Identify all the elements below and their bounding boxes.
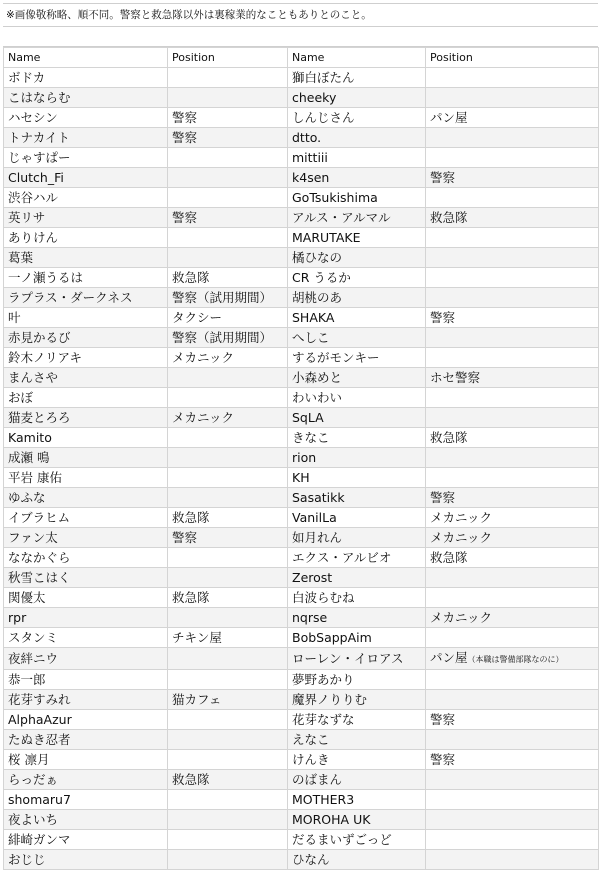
table-row [4,690,599,710]
name-left-cell: ななかぐら [4,548,168,568]
name-left-cell: まんさや [4,368,168,388]
position-right-cell [426,228,599,248]
table-row [4,670,599,690]
name-right-cell: BobSappAim [288,628,426,648]
name-right-cell: 如月れん [288,528,426,548]
name-left-cell: らっだぁ [4,770,168,790]
table-row [4,68,599,88]
name-left-cell: 赤見かるび [4,328,168,348]
name-left-cell: ゆふな [4,488,168,508]
table-row [4,448,599,468]
position-left-cell [168,248,288,268]
position-left-cell [168,810,288,830]
position-right-cell [426,328,599,348]
name-right-cell: 夢野あかり [288,670,426,690]
name-left-cell: おじじ [4,850,168,870]
position-right-cell: 警察 [426,308,599,328]
table-row [4,88,599,108]
position-right-cell: ホセ警察 [426,368,599,388]
table-row [4,608,599,628]
header-position-right: Position [426,48,599,68]
table-row [4,288,599,308]
position-left-cell [168,750,288,770]
position-left-cell: チキン屋 [168,628,288,648]
header-row [4,48,599,68]
position-right-cell: 救急隊 [426,548,599,568]
name-left-cell: 桜 凛月 [4,750,168,770]
name-right-cell: nqrse [288,608,426,628]
position-left-cell [168,608,288,628]
header-position-left: Position [168,48,288,68]
name-right-cell: 橘ひなの [288,248,426,268]
position-right-cell [426,730,599,750]
position-left-cell: 猫カフェ [168,690,288,710]
position-left-cell [168,850,288,870]
name-right-cell: Sasatikk [288,488,426,508]
position-left-cell: 救急隊 [168,268,288,288]
table-row [4,328,599,348]
position-left-cell: 警察 [168,528,288,548]
position-right-cell [426,88,599,108]
position-left-cell: 警察 [168,108,288,128]
position-right-cell: 救急隊 [426,428,599,448]
table-row [4,830,599,850]
name-left-cell: 夜よいち [4,810,168,830]
name-right-cell: 白波らむね [288,588,426,608]
position-right-cell [426,830,599,850]
name-left-cell: ハセシン [4,108,168,128]
table-row [4,850,599,870]
name-left-cell: 平岩 康佑 [4,468,168,488]
header-name-left: Name [4,48,168,68]
name-right-cell: CR うるか [288,268,426,288]
position-left-cell [168,568,288,588]
position-right-cell: メカニック [426,528,599,548]
position-right-cell: 警察 [426,750,599,770]
roster-table [3,47,599,870]
position-right-cell [426,128,599,148]
table-row [4,588,599,608]
table-row [4,568,599,588]
position-right-cell: 救急隊 [426,208,599,228]
name-right-cell: VanilLa [288,508,426,528]
name-right-cell: しんじさん [288,108,426,128]
position-left-cell [168,488,288,508]
name-right-cell: Zerost [288,568,426,588]
name-right-cell: アルス・アルマル [288,208,426,228]
position-right-cell [426,68,599,88]
name-right-cell: GoTsukishima [288,188,426,208]
note-text: ※画像敬称略、順不同。警察と救急隊以外は裏稼業的なこともありとのこと。 [3,3,598,27]
name-right-cell: SqLA [288,408,426,428]
table-row [4,208,599,228]
position-right-cell [426,690,599,710]
table-row [4,408,599,428]
position-left-cell [168,388,288,408]
table-row [4,488,599,508]
name-left-cell: 花芽すみれ [4,690,168,710]
name-right-cell: cheeky [288,88,426,108]
name-left-cell: 緋崎ガンマ [4,830,168,850]
position-right-cell [426,188,599,208]
position-right-cell [426,670,599,690]
name-left-cell: こはならむ [4,88,168,108]
position-left-cell [168,790,288,810]
name-right-cell: 小森めと [288,368,426,388]
position-right-cell: パン屋 [426,108,599,128]
name-right-cell: わいわい [288,388,426,408]
position-left-cell [168,68,288,88]
name-left-cell: ラプラス・ダークネス [4,288,168,308]
table-row [4,790,599,810]
position-right-cell [426,850,599,870]
name-left-cell: 叶 [4,308,168,328]
position-right-cell: 警察 [426,168,599,188]
position-right-cell [426,468,599,488]
blank-row [3,27,598,47]
name-left-cell: 鈴木ノリアキ [4,348,168,368]
name-left-cell: 葛葉 [4,248,168,268]
name-right-cell: MOTHER3 [288,790,426,810]
position-right-cell: パン屋（本職は警備部隊なのに） [426,648,599,670]
position-left-cell: 救急隊 [168,508,288,528]
name-left-cell: Clutch_Fi [4,168,168,188]
position-right-cell [426,288,599,308]
table-row [4,648,599,670]
position-right-cell: 警察 [426,710,599,730]
position-left-cell: 救急隊 [168,770,288,790]
name-left-cell: ありけん [4,228,168,248]
name-left-cell: 渋谷ハル [4,188,168,208]
table-row [4,710,599,730]
table-row [4,148,599,168]
position-left-cell [168,648,288,670]
position-left-cell [168,188,288,208]
table-row [4,628,599,648]
name-right-cell: rion [288,448,426,468]
position-right-cell [426,790,599,810]
position-left-cell [168,710,288,730]
name-left-cell: 関優太 [4,588,168,608]
position-right-cell: メカニック [426,608,599,628]
name-right-cell: MARUTAKE [288,228,426,248]
name-left-cell: shomaru7 [4,790,168,810]
table-row [4,428,599,448]
position-right-cell [426,248,599,268]
position-left-cell: 警察（試用期間） [168,328,288,348]
name-right-cell: mittiii [288,148,426,168]
position-right-cell [426,810,599,830]
position-left-cell: メカニック [168,408,288,428]
table-row [4,528,599,548]
position-right-cell [426,448,599,468]
table-row [4,388,599,408]
name-right-cell: MOROHA UK [288,810,426,830]
name-right-cell: 花芽なずな [288,710,426,730]
position-left-cell [168,830,288,850]
name-right-cell: 魔界ノりりむ [288,690,426,710]
position-left-cell [168,448,288,468]
name-right-cell: きなこ [288,428,426,448]
position-left-cell [168,468,288,488]
position-right-cell [426,588,599,608]
name-left-cell: Kamito [4,428,168,448]
table-row [4,730,599,750]
table-row [4,308,599,328]
position-left-cell: 警察（試用期間） [168,288,288,308]
name-right-cell: 獅白ぼたん [288,68,426,88]
table-row [4,468,599,488]
table-row [4,268,599,288]
position-left-cell [168,670,288,690]
header-name-right: Name [288,48,426,68]
table-row [4,750,599,770]
position-left-cell [168,168,288,188]
position-right-cell [426,628,599,648]
name-left-cell: 夜絆ニウ [4,648,168,670]
position-left-cell: メカニック [168,348,288,368]
position-left-cell: 警察 [168,128,288,148]
name-left-cell: 恭一郎 [4,670,168,690]
name-right-cell: k4sen [288,168,426,188]
name-left-cell: 猫麦とろろ [4,408,168,428]
position-right-cell [426,408,599,428]
table-row [4,548,599,568]
name-right-cell: するがモンキー [288,348,426,368]
name-left-cell: たぬき忍者 [4,730,168,750]
name-right-cell: だるまいずごっど [288,830,426,850]
position-right-cell [426,770,599,790]
name-left-cell: 一ノ瀬うるは [4,268,168,288]
name-right-cell: KH [288,468,426,488]
table-row [4,810,599,830]
table-row [4,188,599,208]
position-left-cell [168,228,288,248]
name-right-cell: ローレン・イロアス [288,648,426,670]
name-left-cell: おぼ [4,388,168,408]
table-row [4,108,599,128]
position-right-cell [426,568,599,588]
position-right-cell: 警察 [426,488,599,508]
position-right-cell [426,268,599,288]
name-right-cell: へしこ [288,328,426,348]
table-row [4,508,599,528]
name-left-cell: ボドカ [4,68,168,88]
table-row [4,770,599,790]
name-right-cell: のばまん [288,770,426,790]
table-row [4,128,599,148]
position-left-cell [168,368,288,388]
name-right-cell: ひなん [288,850,426,870]
position-footnote: （本職は警備部隊なのに） [467,655,564,664]
name-right-cell: 胡桃のあ [288,288,426,308]
name-left-cell: rpr [4,608,168,628]
position-left-cell [168,730,288,750]
name-left-cell: じゃすぱー [4,148,168,168]
name-left-cell: ファン太 [4,528,168,548]
name-left-cell: トナカイト [4,128,168,148]
name-left-cell: イブラヒム [4,508,168,528]
position-right-cell [426,348,599,368]
table-row [4,228,599,248]
name-right-cell: dtto. [288,128,426,148]
position-left-cell: 警察 [168,208,288,228]
position-left-cell [168,428,288,448]
position-left-cell: タクシー [168,308,288,328]
table-row [4,348,599,368]
name-right-cell: エクス・アルビオ [288,548,426,568]
table-row [4,368,599,388]
name-right-cell: SHAKA [288,308,426,328]
name-left-cell: 成瀬 鳴 [4,448,168,468]
spreadsheet [3,0,598,870]
name-left-cell: スタンミ [4,628,168,648]
table-row [4,168,599,188]
position-left-cell: 救急隊 [168,588,288,608]
position-left-cell [168,548,288,568]
name-left-cell: AlphaAzur [4,710,168,730]
name-left-cell: 秋雪こはく [4,568,168,588]
position-right-cell [426,148,599,168]
position-left-cell [168,88,288,108]
name-right-cell: けんき [288,750,426,770]
position-left-cell [168,148,288,168]
name-right-cell: えなこ [288,730,426,750]
position-right-cell [426,388,599,408]
position-right-cell: メカニック [426,508,599,528]
name-left-cell: 英リサ [4,208,168,228]
table-row [4,248,599,268]
